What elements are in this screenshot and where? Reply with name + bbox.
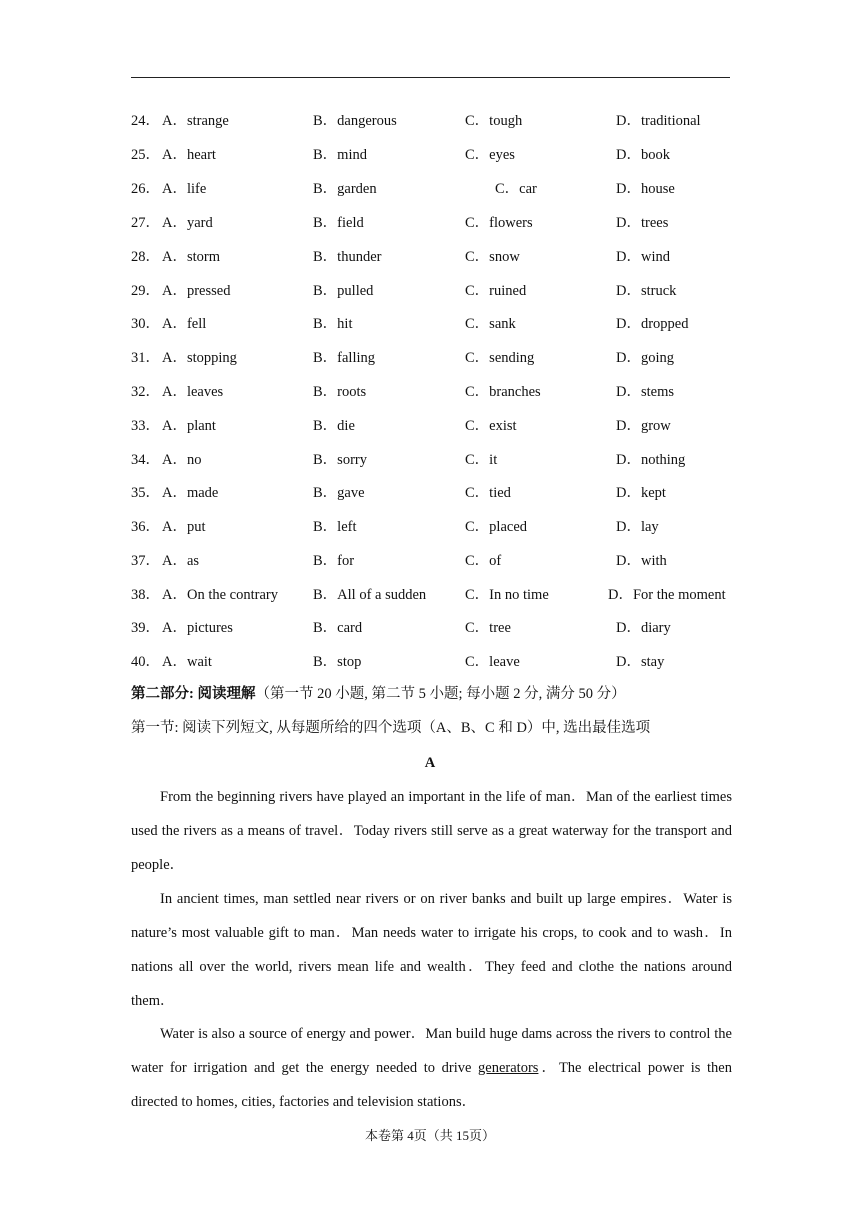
- option-a: A．heart: [162, 147, 216, 163]
- option-c: C．car: [495, 181, 537, 197]
- option-b: B．All of a sudden: [313, 587, 427, 603]
- option-c: C．eyes: [465, 147, 515, 163]
- option-b: B．roots: [313, 384, 367, 400]
- section-heading: [131, 684, 626, 704]
- question-number: 30．: [131, 316, 160, 332]
- option-c: C．sending: [465, 350, 535, 366]
- option-b: B．garden: [313, 181, 377, 197]
- option-d: D．stay: [616, 654, 665, 670]
- question-number: 27．: [131, 215, 160, 231]
- question-row: [0, 551, 860, 571]
- option-b: B．falling: [313, 350, 376, 366]
- question-row: [0, 450, 860, 470]
- option-c: C．flowers: [465, 215, 533, 231]
- option-a: A．storm: [162, 249, 220, 265]
- header-rule: [131, 77, 730, 78]
- question-number: 25．: [131, 147, 160, 163]
- question-row: [0, 111, 860, 131]
- option-c: C．it: [465, 452, 498, 468]
- paragraph-text: Water is also a source of energy and power．Man build huge dams across the rivers to control the water for irrigation and get the energy needed to drive: [131, 1026, 732, 1076]
- option-a: A．no: [162, 452, 202, 468]
- question-number: 29．: [131, 283, 160, 299]
- option-a: A．as: [162, 553, 200, 569]
- question-row: [0, 652, 860, 672]
- question-row: [0, 213, 860, 233]
- question-row: [0, 348, 860, 368]
- option-d: D．lay: [616, 519, 659, 535]
- option-c: C．placed: [465, 519, 528, 535]
- option-d: D．struck: [616, 283, 677, 299]
- question-number: 35．: [131, 485, 160, 501]
- option-d: D．with: [616, 553, 667, 569]
- option-a: A．pressed: [162, 283, 231, 299]
- section-heading-detail: （第一节 20 小题, 第二节 5 小题; 每小题 2 分, 满分 50 分）: [255, 686, 626, 702]
- question-number: 37．: [131, 553, 160, 569]
- option-c: C．sank: [465, 316, 516, 332]
- question-row: [0, 281, 860, 301]
- option-a: A．yard: [162, 215, 213, 231]
- option-d: D．book: [616, 147, 670, 163]
- option-a: A．plant: [162, 418, 216, 434]
- question-number: 24．: [131, 113, 160, 129]
- question-number: 28．: [131, 249, 160, 265]
- option-d: D．grow: [616, 418, 671, 434]
- option-c: C．branches: [465, 384, 541, 400]
- question-number: 33．: [131, 418, 160, 434]
- option-a: A．pictures: [162, 620, 233, 636]
- question-number: 31．: [131, 350, 160, 366]
- underlined-word: generators: [478, 1060, 539, 1076]
- option-b: B．mind: [313, 147, 367, 163]
- option-a: A．fell: [162, 316, 207, 332]
- option-b: B．for: [313, 553, 355, 569]
- passage-title: A: [424, 755, 436, 771]
- question-row: [0, 382, 860, 402]
- question-row: [0, 517, 860, 537]
- passage-paragraph-1: From the beginning rivers have played an important in the life of man．Man of the earliest times used the rivers as a means of travel．Today rivers still serve as a great waterway for the transport and people．: [131, 789, 732, 873]
- option-c: C．ruined: [465, 283, 527, 299]
- option-d: D．house: [616, 181, 675, 197]
- question-number: 32．: [131, 384, 160, 400]
- question-row: [0, 585, 860, 605]
- option-c: C．leave: [465, 654, 520, 670]
- question-number: 26．: [131, 181, 160, 197]
- question-number: 40．: [131, 654, 160, 670]
- question-number: 38．: [131, 587, 160, 603]
- section-heading-bold: 第二部分: 阅读理解: [131, 686, 256, 702]
- option-d: D．wind: [616, 249, 670, 265]
- question-row: [0, 618, 860, 638]
- option-a: A．stopping: [162, 350, 237, 366]
- question-row: [0, 247, 860, 267]
- passage-paragraph-3: [131, 1017, 732, 1119]
- option-b: B．field: [313, 215, 364, 231]
- option-d: D．going: [616, 350, 674, 366]
- option-c: C．In no time: [465, 587, 549, 603]
- paragraph-text: ．The electrical power is then directed to homes, cities, factories and television stations．: [131, 1060, 732, 1110]
- option-c: C．of: [465, 553, 502, 569]
- passage-paragraph-2: In ancient times, man settled near rivers or on river banks and built up large empires．Water is nature’s most valuable gift to man．Man needs water to irrigate his crops, to cook and to wash．In nations all over the world, rivers mean life and wealth．They feed and clothe the nations around them．: [131, 891, 732, 1009]
- question-number: 34．: [131, 452, 160, 468]
- question-row: [0, 483, 860, 503]
- question-number: 36．: [131, 519, 160, 535]
- option-b: B．dangerous: [313, 113, 397, 129]
- option-b: B．die: [313, 418, 355, 434]
- option-c: C．tied: [465, 485, 511, 501]
- question-row: [0, 145, 860, 165]
- option-a: A．leaves: [162, 384, 224, 400]
- option-b: B．hit: [313, 316, 353, 332]
- option-d: D．kept: [616, 485, 666, 501]
- option-c: C．exist: [465, 418, 517, 434]
- option-a: A．wait: [162, 654, 212, 670]
- option-d: D．stems: [616, 384, 674, 400]
- question-number: 39．: [131, 620, 160, 636]
- option-a: A．put: [162, 519, 206, 535]
- option-d: D．For the moment: [608, 587, 726, 603]
- option-b: B．sorry: [313, 452, 367, 468]
- option-a: A．On the contrary: [162, 587, 278, 603]
- option-c: C．tree: [465, 620, 511, 636]
- option-d: D．dropped: [616, 316, 689, 332]
- option-b: B．pulled: [313, 283, 374, 299]
- question-row: [0, 416, 860, 436]
- option-d: D．trees: [616, 215, 669, 231]
- option-b: B．gave: [313, 485, 365, 501]
- option-c: C．snow: [465, 249, 520, 265]
- option-b: B．left: [313, 519, 357, 535]
- option-b: B．card: [313, 620, 363, 636]
- option-a: A．made: [162, 485, 219, 501]
- option-a: A．strange: [162, 113, 229, 129]
- option-c: C．tough: [465, 113, 523, 129]
- section-instructions: 第一节: 阅读下列短文, 从每题所给的四个选项（A、B、C 和 D）中, 选出最佳选项: [131, 720, 651, 736]
- option-a: A．life: [162, 181, 207, 197]
- question-row: [0, 314, 860, 334]
- option-d: D．diary: [616, 620, 671, 636]
- page-footer: 本卷第 4页（共 15页）: [364, 1128, 495, 1143]
- option-b: B．thunder: [313, 249, 382, 265]
- option-b: B．stop: [313, 654, 362, 670]
- option-d: D．traditional: [616, 113, 701, 129]
- question-row: [0, 179, 860, 199]
- option-d: D．nothing: [616, 452, 686, 468]
